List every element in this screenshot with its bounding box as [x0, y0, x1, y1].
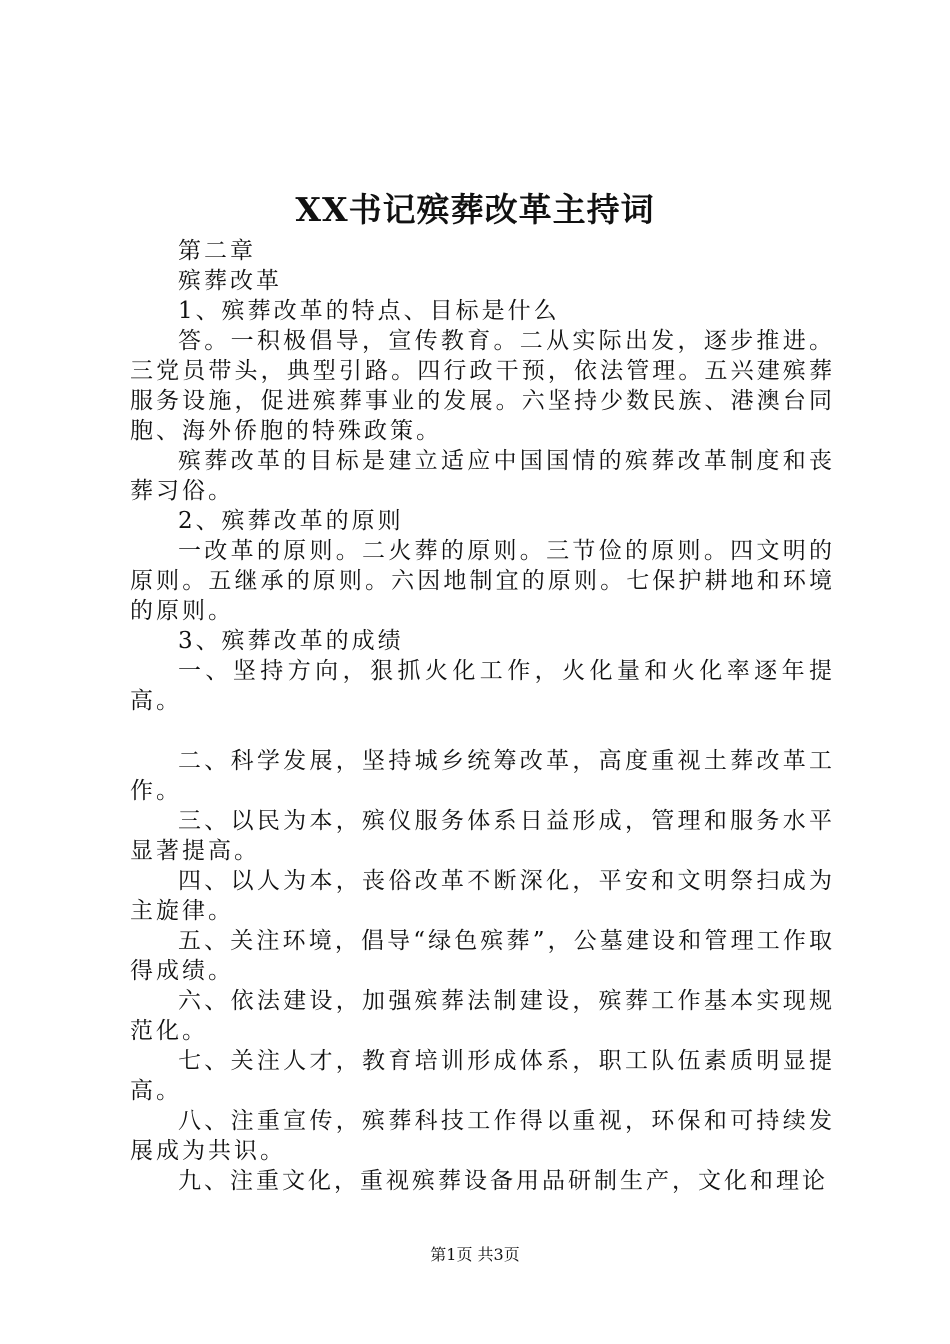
achievement-item-5: 五、关注环境，倡导“绿色殡葬”，公墓建设和管理工作取得成绩。: [130, 928, 835, 984]
paragraph-gap: [130, 716, 835, 746]
achievement-item-4: 四、以人为本，丧俗改革不断深化，平安和文明祭扫成为主旋律。: [130, 868, 835, 924]
achievement-item-9: 九、注重文化，重视殡葬设备用品研制生产，文化和理论: [178, 1168, 828, 1194]
question-heading-1: 1、殡葬改革的特点、目标是什么: [178, 298, 560, 324]
achievement-item-6: 六、依法建设，加强殡葬法制建设，殡葬工作基本实现规范化。: [130, 988, 835, 1044]
question-heading-2: 2、殡葬改革的原则: [178, 508, 404, 534]
achievement-item-3: 三、以民为本，殡仪服务体系日益形成，管理和服务水平显著提高。: [130, 808, 835, 864]
achievement-item-7: 七、关注人才，教育培训形成体系，职工队伍素质明显提高。: [130, 1048, 835, 1104]
chapter-heading: 第二章: [178, 238, 256, 264]
goal-paragraph: 殡葬改革的目标是建立适应中国国情的殡葬改革制度和丧葬习俗。: [130, 448, 835, 504]
achievement-item-8: 八、注重宣传，殡葬科技工作得以重视，环保和可持续发展成为共识。: [130, 1108, 835, 1164]
page-footer: 第1页 共3页: [430, 1245, 520, 1264]
principles-paragraph: 一改革的原则。二火葬的原则。三节俭的原则。四文明的原则。五继承的原则。六因地制宜的原则。七保护耕地和环境的原则。: [130, 538, 835, 624]
answer-paragraph: 答。一积极倡导，宣传教育。二从实际出发，逐步推进。三党员带头，典型引路。四行政干预，依法管理。五兴建殡葬服务设施，促进殡葬事业的发展。六坚持少数民族、港澳台同胞、海外侨胞的特殊政策。: [130, 328, 835, 444]
document-body: [130, 236, 835, 1196]
question-heading-3: 3、殡葬改革的成绩: [178, 628, 404, 654]
achievement-item-1: 一、坚持方向，狠抓火化工作，火化量和火化率逐年提高。: [130, 658, 835, 714]
achievement-item-2: 二、科学发展，坚持城乡统筹改革，高度重视土葬改革工作。: [130, 748, 835, 804]
section-heading: 殡葬改革: [178, 268, 282, 294]
document-title: XX书记殡葬改革主持词: [295, 190, 655, 229]
